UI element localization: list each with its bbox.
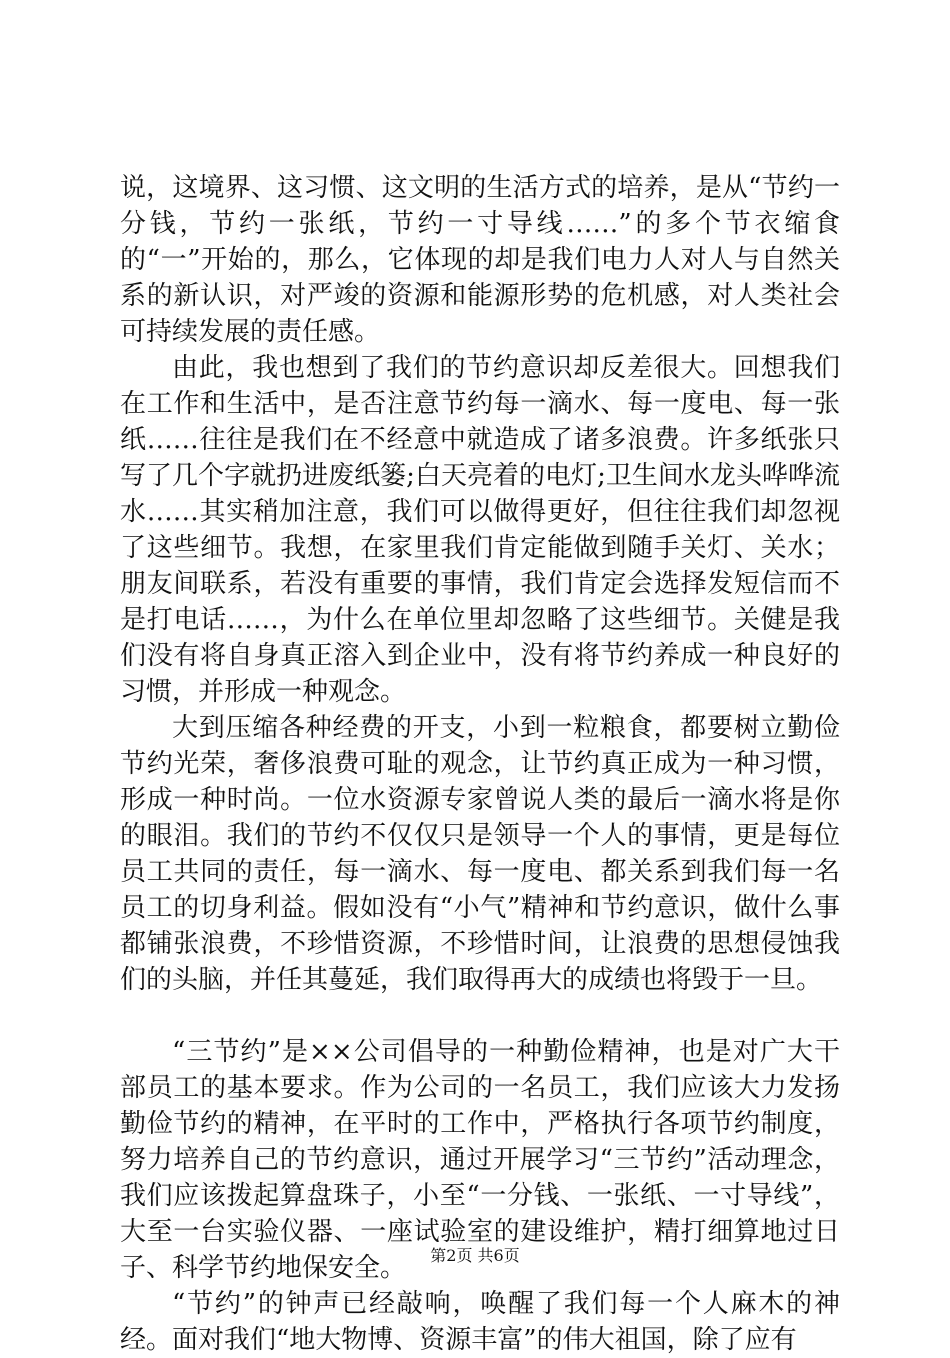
paragraph-1: 说，这境界、这习惯、这文明的生活方式的培养，是从“节约一分钱，节约一张纸，节约一寸导线……”的多个节衣缩食的“一”开始的，那么，它体现的却是我们电力人对人与自然关系的新认识，对严竣的资源和能源形势的危机感，对人类社会可持续发展的责任感。 bbox=[120, 173, 840, 347]
paragraph-3: 大到压缩各种经费的开支，小到一粒粮食，都要树立勤俭节约光荣，奢侈浪费可耻的观念，让节约真正成为一种习惯，形成一种时尚。一位水资源专家曾说人类的最后一滴水将是你的眼泪。我们的节约不仅仅只是领导一个人的事情，更是每位员工共同的责任，每一滴水、每一度电、都关系到我们每一名员工的切身利益。假如没有“小气”精神和节约意识，做什么事都铺张浪费，不珍惜资源，不珍惜时间，让浪费的思想侵蚀我们的头脑，并任其蔓延，我们取得再大的成绩也将毁于一旦。 bbox=[120, 713, 840, 995]
paragraph-gap bbox=[120, 998, 840, 1034]
paragraph-5: “节约”的钟声已经敲响，唤醒了我们每一个人麻木的神经。面对我们“地大物博、资源丰富”的伟大祖国，除了应有 bbox=[120, 1289, 840, 1355]
paragraph-2: 由此，我也想到了我们的节约意识却反差很大。回想我们在工作和生活中，是否注意节约每一滴水、每一度电、每一张纸……往往是我们在不经意中就造成了诸多浪费。许多纸张只写了几个字就扔进废纸篓;白天亮着的电灯;卫生间水龙头哗哗流水……其实稍加注意，我们可以做得更好，但往往我们却忽视了这些细节。我想，在家里我们肯定能做到随手关灯、关水；朋友间联系，若没有重要的事情，我们肯定会选择发短信而不是打电话……，为什么在单位里却忽略了这些细节。关健是我们没有将自身真正溶入到企业中，没有将节约养成一种良好的习惯，并形成一种观念。 bbox=[120, 353, 840, 707]
page-footer: 第2页 共6页 bbox=[430, 1246, 520, 1265]
document-body bbox=[120, 170, 840, 1358]
paragraph-4: “三节约”是××公司倡导的一种勤俭精神，也是对广大干部员工的基本要求。作为公司的一名员工，我们应该大力发扬勤俭节约的精神，在平时的工作中，严格执行各项节约制度，努力培养自己的节约意识，通过开展学习“三节约”活动理念，我们应该拨起算盘珠子，小至“一分钱、一张纸、一寸导线”，大至一台实验仪器、一座试验室的建设维护，精打细算地过日子、科学节约地保安全。 bbox=[120, 1037, 840, 1283]
